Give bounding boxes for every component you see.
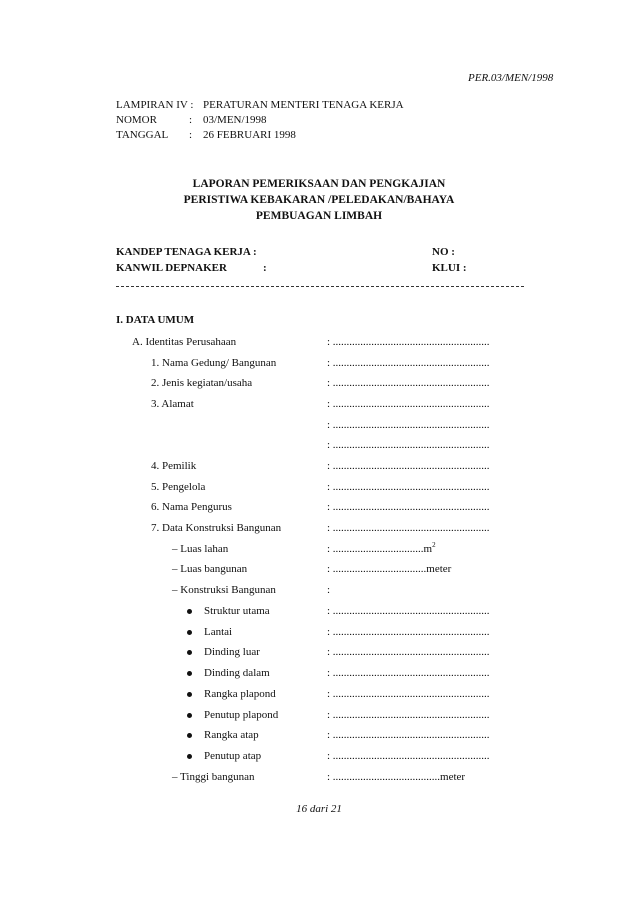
field-label: – Luas bangunan: [172, 563, 248, 575]
nomor-label: NOMOR: [116, 114, 157, 126]
field-value: : .........................................................: [327, 398, 490, 410]
field-value-text: : .................................m: [327, 543, 433, 555]
field-value: : .........................................................: [327, 419, 490, 431]
bullet-icon: [187, 630, 192, 635]
field-label: Rangka plapond: [204, 688, 276, 700]
field-value: : .........................................................: [327, 750, 490, 762]
tanggal-value: 26 FEBRUARI 1998: [203, 129, 296, 141]
bullet-icon: [187, 671, 192, 676]
field-value: : .........................................................: [327, 688, 490, 700]
lampiran-label: LAMPIRAN IV :: [116, 99, 194, 111]
field-label: Rangka atap: [204, 729, 259, 741]
field-value: : ..................................meter: [327, 563, 452, 575]
field-label: Lantai: [204, 626, 233, 638]
field-label: 6. Nama Pengurus: [151, 501, 232, 513]
field-label: 1. Nama Gedung/ Bangunan: [151, 357, 277, 369]
tanggal-label: TANGGAL: [116, 129, 169, 141]
field-value: : .........................................................: [327, 357, 490, 369]
field-label: 3. Alamat: [151, 398, 194, 410]
field-value: : .........................................................: [327, 481, 490, 493]
field-value: :: [327, 584, 331, 596]
tanggal-colon: :: [189, 129, 193, 141]
bullet-icon: [187, 609, 192, 614]
subsection-label: A. Identitas Perusahaan: [132, 336, 237, 348]
field-label: – Luas lahan: [172, 543, 229, 555]
kandep-field: KANDEP TENAGA KERJA :: [116, 246, 257, 258]
field-label: – Tinggi bangunan: [172, 771, 255, 783]
identitas-value: : .........................................................: [327, 336, 490, 348]
field-value: : .........................................................: [327, 501, 490, 513]
field-value: : .........................................................: [327, 729, 490, 741]
field-label: 7. Data Konstruksi Bangunan: [151, 522, 282, 534]
nomor-colon: :: [189, 114, 193, 126]
field-label: 4. Pemilik: [151, 460, 197, 472]
lampiran-value: PERATURAN MENTERI TENAGA KERJA: [203, 99, 404, 111]
field-value: [327, 543, 436, 555]
document-reference: PER.03/MEN/1998: [468, 72, 554, 84]
field-label: 5. Pengelola: [151, 481, 206, 493]
report-title-line-1: LAPORAN PEMERIKSAAN DAN PENGKAJIAN: [192, 178, 446, 190]
field-value: : .........................................................: [327, 646, 490, 658]
field-label: Dinding luar: [204, 646, 260, 658]
field-value: : .........................................................: [327, 439, 490, 451]
field-label: 2. Jenis kegiatan/usaha: [151, 377, 253, 389]
field-label: Penutup plapond: [204, 709, 279, 721]
field-value: : .........................................................: [327, 667, 490, 679]
field-value: : .........................................................: [327, 377, 490, 389]
unit-superscript: 2: [432, 541, 436, 549]
field-value: : .......................................meter: [327, 771, 466, 783]
field-value: : .........................................................: [327, 522, 490, 534]
field-label: – Konstruksi Bangunan: [172, 584, 276, 596]
kanwil-field: KANWIL DEPNAKER: [116, 262, 227, 274]
field-label: Penutup atap: [204, 750, 262, 762]
kanwil-colon: :: [263, 262, 267, 274]
bullet-icon: [187, 754, 192, 759]
bullet-icon: [187, 650, 192, 655]
field-label: Dinding dalam: [204, 667, 270, 679]
no-field: NO :: [432, 246, 455, 258]
field-label: Struktur utama: [204, 605, 270, 617]
bullet-icon: [187, 733, 192, 738]
divider-line: [116, 286, 524, 287]
field-value: : .........................................................: [327, 605, 490, 617]
field-value: : .........................................................: [327, 626, 490, 638]
bullet-icon: [187, 713, 192, 718]
section-title: I. DATA UMUM: [116, 314, 195, 326]
nomor-value: 03/MEN/1998: [203, 114, 267, 126]
klui-field: KLUI :: [432, 262, 467, 274]
bullet-icon: [187, 692, 192, 697]
field-value: : .........................................................: [327, 460, 490, 472]
report-title-line-3: PEMBUAGAN LIMBAH: [255, 210, 383, 222]
page-number: 16 dari 21: [296, 803, 342, 815]
field-value: : .........................................................: [327, 709, 490, 721]
report-title-line-2: PERISTIWA KEBAKARAN /PELEDAKAN/BAHAYA: [183, 194, 455, 206]
